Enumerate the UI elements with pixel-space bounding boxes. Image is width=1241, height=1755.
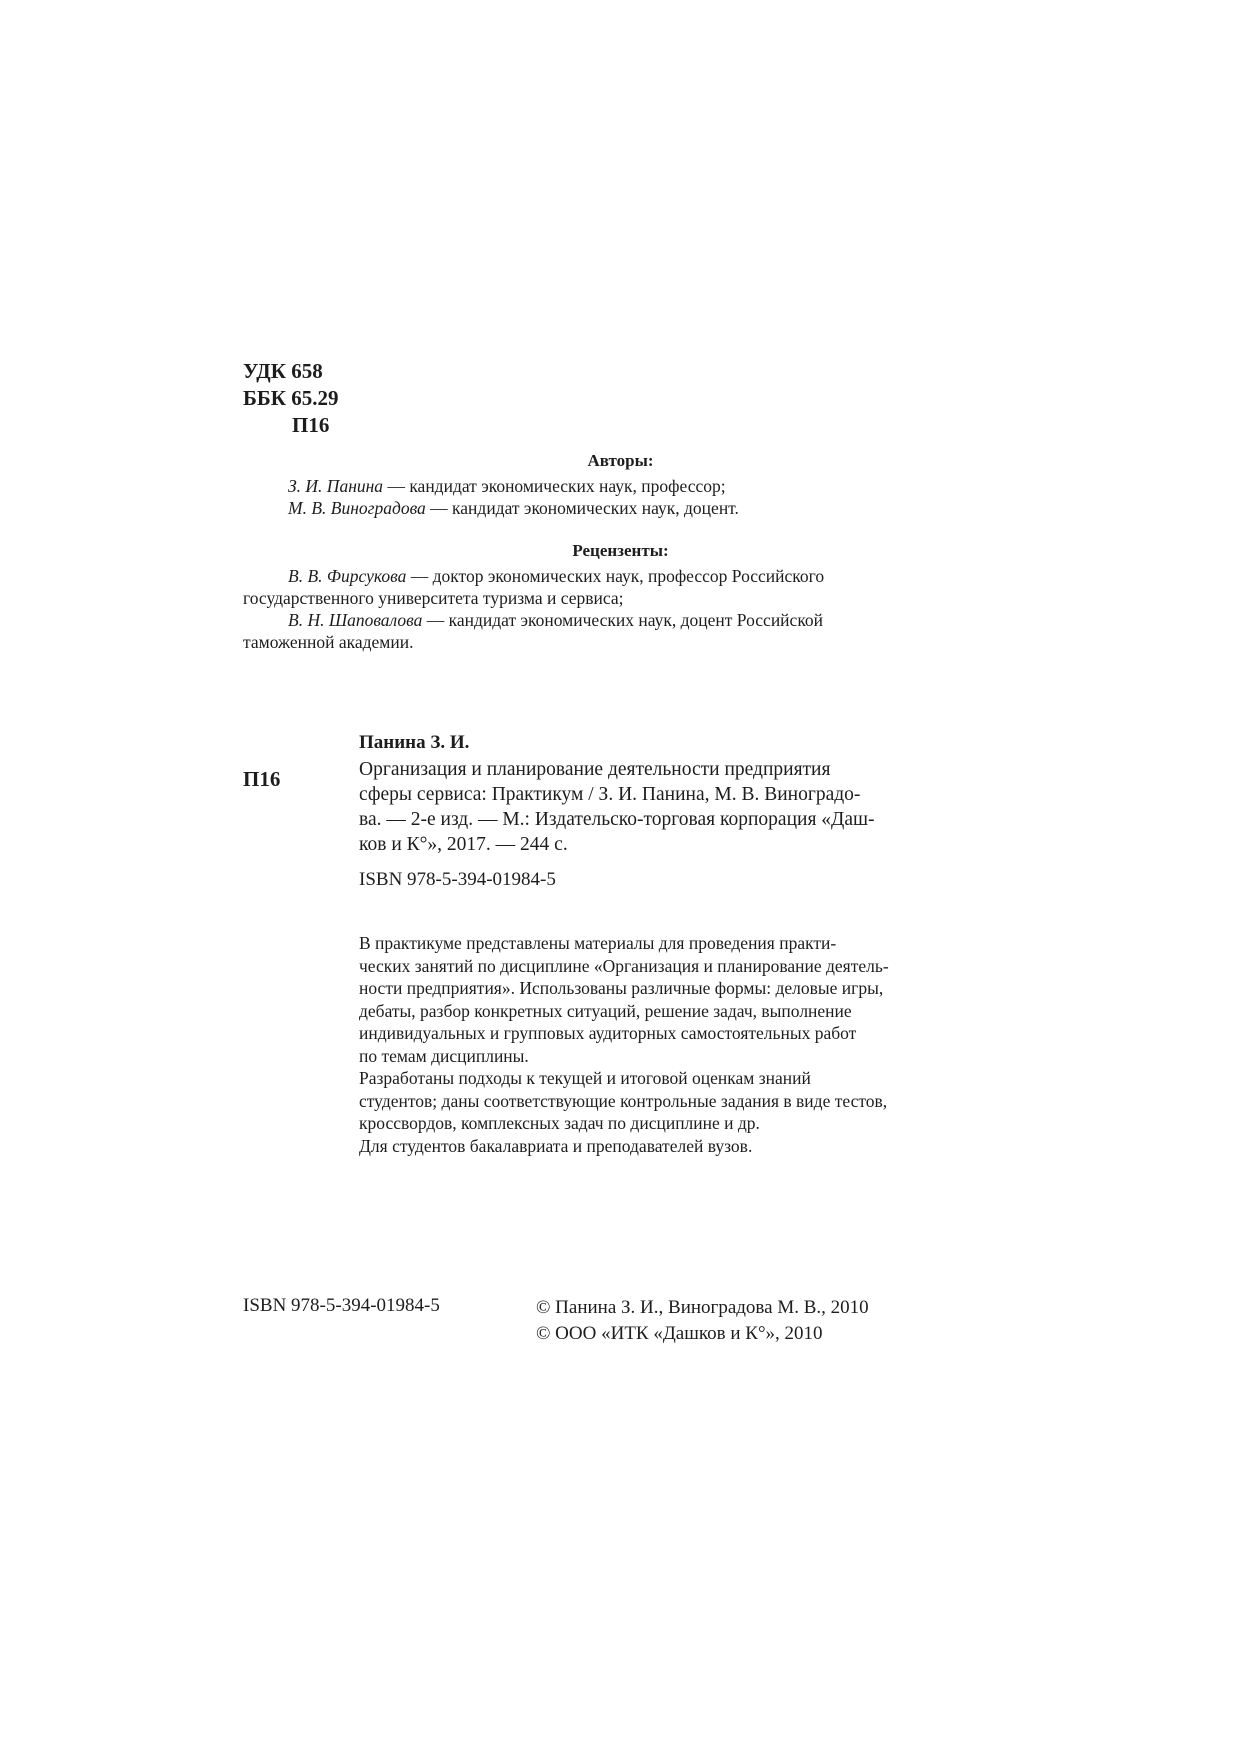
reviewer-2-desc: — кандидат экономических наук, доцент Российской — [422, 610, 824, 630]
annotation — [359, 932, 889, 1157]
annotation-line: индивидуальных и групповых аудиторных самостоятельных работ — [359, 1023, 857, 1043]
annotation-line: Разработаны подходы к текущей и итоговой оценкам знаний — [359, 1068, 811, 1088]
bbk-code: ББК 65.29 — [243, 386, 339, 410]
annotation-line: В практикуме представлены материалы для проведения практи- — [359, 933, 837, 953]
copyright-block — [536, 1295, 869, 1347]
reviewer-1-name: В. В. Фирсукова — [288, 566, 407, 586]
entry-author-mark: П16 — [243, 767, 281, 791]
entry-line: ков и К°», 2017. — 244 с. — [359, 834, 568, 855]
entry-line: ва. — 2-е изд. — М.: Издательско-торговая корпорация «Даш- — [359, 809, 875, 830]
author-2-name: М. В. Виноградова — [288, 498, 426, 518]
reviewer-2-line-1 — [288, 609, 823, 631]
entry-author: Панина З. И. — [359, 732, 470, 753]
annotation-paragraph-2 — [359, 1067, 889, 1135]
annotation-line: кроссвордов, комплексных задач по дисциплине и др. — [359, 1113, 760, 1133]
copyright-authors: © Панина З. И., Виноградова М. В., 2010 — [536, 1297, 869, 1318]
author-1-desc: — кандидат экономических наук, профессор; — [383, 476, 726, 496]
author-1-name: З. И. Панина — [288, 476, 384, 496]
entry-isbn: ISBN 978-5-394-01984-5 — [359, 869, 556, 890]
annotation-line: Для студентов бакалавриата и преподавателей вузов. — [359, 1135, 753, 1156]
entry-line: сферы сервиса: Практикум / З. И. Панина, М. В. Виноградо- — [359, 784, 861, 805]
entry-description — [359, 757, 875, 857]
footer-isbn: ISBN 978-5-394-01984-5 — [243, 1295, 440, 1316]
annotation-line: дебаты, разбор конкретных ситуаций, решение задач, выполнение — [359, 1000, 852, 1021]
reviewers-heading: Рецензенты: — [572, 541, 669, 560]
annotation-line: ности предприятия». Использованы различные формы: деловые игры, — [359, 978, 884, 998]
author-2-desc: — кандидат экономических наук, доцент. — [425, 498, 739, 518]
entry-line: Организация и планирование деятельности предприятия — [359, 759, 831, 780]
annotation-paragraph-1 — [359, 932, 889, 1067]
authors-heading: Авторы: — [587, 451, 654, 470]
annotation-paragraph-3 — [359, 1135, 889, 1158]
reviewer-1-line-1 — [288, 565, 824, 587]
reviewer-1-line-2: государственного университета туризма и сервиса; — [243, 588, 624, 608]
copyright-publisher: © ООО «ИТК «Дашков и К°», 2010 — [536, 1323, 823, 1344]
annotation-line: студентов; даны соответствующие контрольные задания в виде тестов, — [359, 1090, 888, 1111]
author-line-2 — [288, 497, 739, 519]
author-mark: П16 — [292, 413, 330, 437]
annotation-line: по темам дисциплины. — [359, 1045, 529, 1066]
udk-code: УДК 658 — [243, 359, 323, 383]
annotation-line: ческих занятий по дисциплине «Организация и планирование деятель- — [359, 955, 889, 976]
classification-codes — [243, 358, 339, 439]
author-line-1 — [288, 475, 726, 497]
reviewer-2-line-2: таможенной академии. — [243, 632, 414, 652]
reviewer-2-name: В. Н. Шаповалова — [288, 610, 423, 630]
reviewer-1-desc: — доктор экономических наук, профессор Российского — [406, 566, 825, 586]
